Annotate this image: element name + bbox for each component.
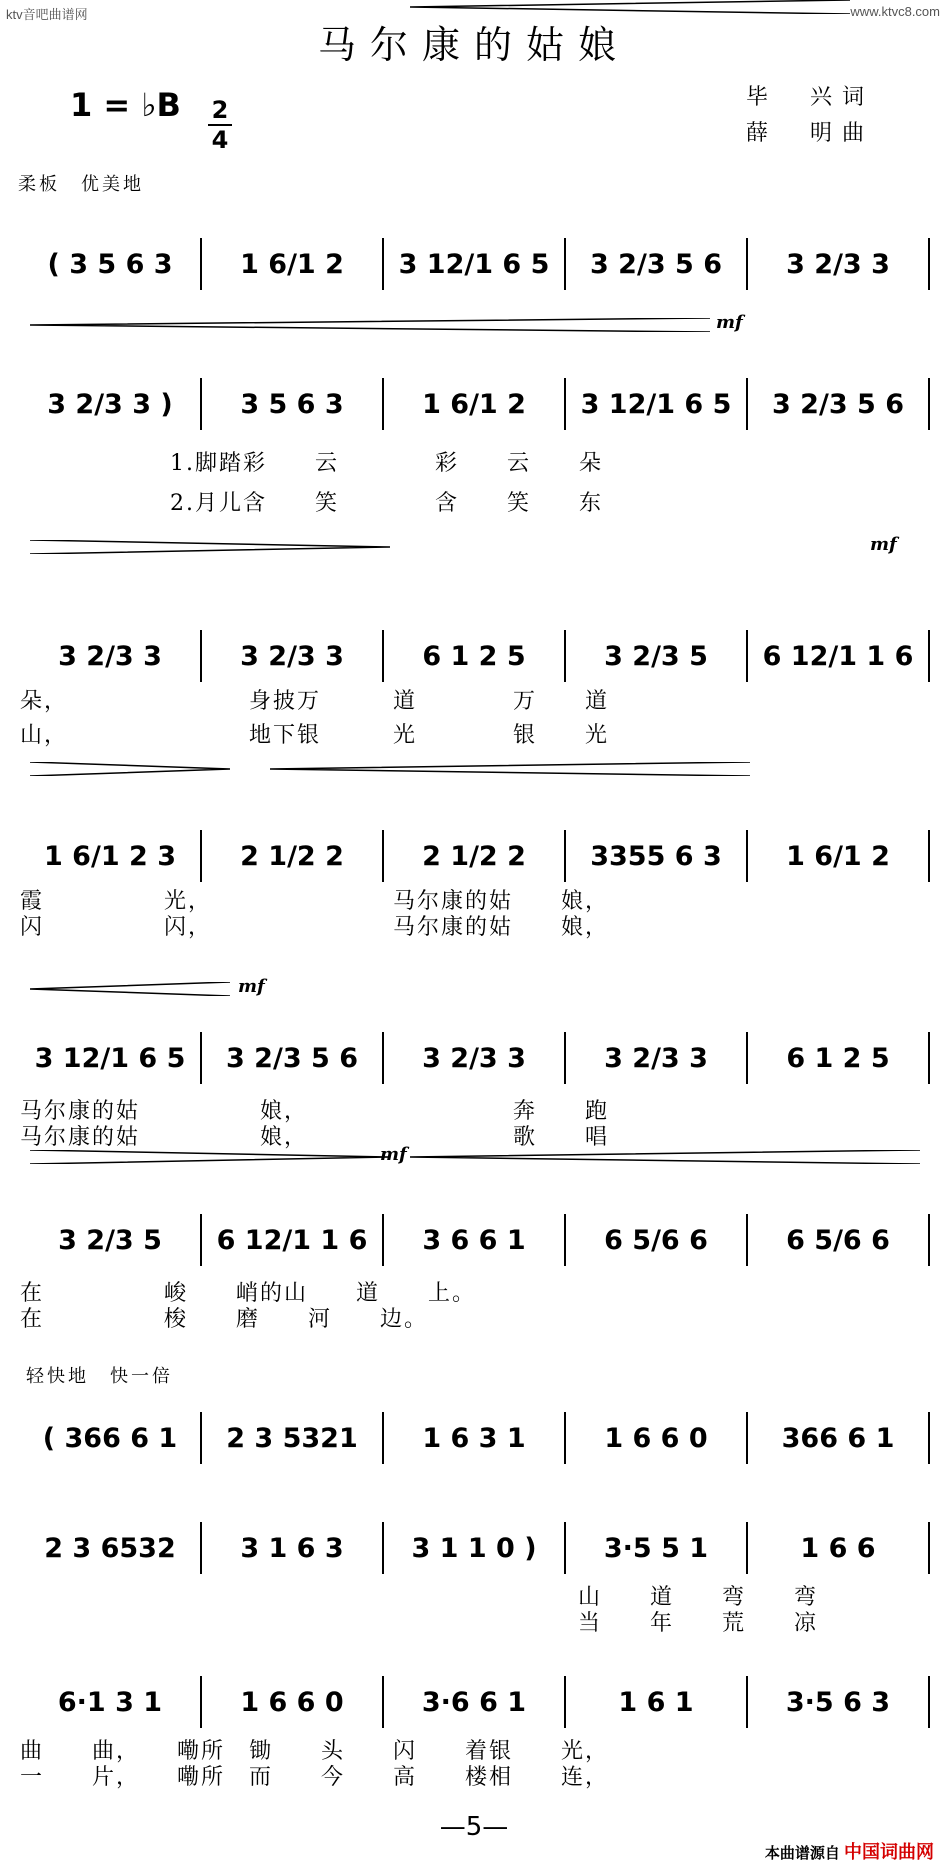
measure: 3 5 6 3 bbox=[202, 378, 384, 430]
measure: ( 366 6 1 bbox=[20, 1412, 202, 1464]
dynamic-mf: mf bbox=[870, 534, 897, 555]
lyric-line: 马尔康的姑 娘， 奔 跑 bbox=[20, 1099, 610, 1124]
notation-system-5 bbox=[20, 1032, 930, 1084]
measure: 1 6/1 2 3 bbox=[20, 830, 202, 882]
measure: 1 6/1 2 bbox=[202, 238, 384, 290]
measure: 3·5 5 1 bbox=[566, 1522, 748, 1574]
page-number: —5— bbox=[439, 1812, 509, 1842]
crescendo-hairpin bbox=[410, 1150, 920, 1164]
notation-system-4 bbox=[20, 830, 930, 882]
crescendo-hairpin bbox=[30, 982, 230, 996]
measure: 3 2/3 3 bbox=[566, 1032, 748, 1084]
measure: 3 2/3 3 ) bbox=[20, 378, 202, 430]
measure: 2 3 5321 bbox=[202, 1412, 384, 1464]
measure: 3 2/3 3 bbox=[384, 1032, 566, 1084]
measure: 6 12/1 1 6 bbox=[748, 630, 930, 682]
crescendo-hairpin bbox=[410, 0, 850, 14]
measure-row bbox=[20, 378, 930, 430]
notation-system-3 bbox=[20, 630, 930, 682]
measure: 3 12/1 6 5 bbox=[384, 238, 566, 290]
measure: 2 1/2 2 bbox=[384, 830, 566, 882]
measure: 1 6/1 2 bbox=[748, 830, 930, 882]
measure-row bbox=[20, 1032, 930, 1084]
measure: 3 2/3 5 bbox=[20, 1214, 202, 1266]
measure: 3 2/3 3 bbox=[20, 630, 202, 682]
lyric-line: 当 年 荒 凉 bbox=[578, 1611, 819, 1636]
dynamic-mf: mf bbox=[238, 976, 265, 997]
notation-system-1 bbox=[20, 238, 930, 290]
measure: 366 6 1 bbox=[748, 1412, 930, 1464]
measure: 3·6 6 1 bbox=[384, 1676, 566, 1728]
measure: 1 6 6 0 bbox=[566, 1412, 748, 1464]
dynamic-mf: mf bbox=[716, 312, 743, 333]
measure-row bbox=[20, 1522, 930, 1574]
lyric-line: 山， 地下银 光 银 光 bbox=[20, 723, 610, 748]
decrescendo-hairpin bbox=[30, 540, 390, 554]
lyric-line: 朵， 身披万 道 万 道 bbox=[20, 689, 610, 714]
lyric-line: 闪 闪， 马尔康的姑 娘， bbox=[20, 915, 610, 940]
watermark-right: www.ktvc8.com bbox=[850, 4, 940, 19]
measure: 3 2/3 5 6 bbox=[566, 238, 748, 290]
measure-row bbox=[20, 1412, 930, 1464]
crescendo-hairpin bbox=[270, 762, 750, 776]
source-credit bbox=[765, 1838, 934, 1864]
decrescendo-hairpin bbox=[30, 1150, 390, 1164]
notation-system-2 bbox=[20, 378, 930, 430]
measure: 3 2/3 3 bbox=[748, 238, 930, 290]
measure: 1 6/1 2 bbox=[384, 378, 566, 430]
tempo-marking-1: 柔板 优美地 bbox=[18, 174, 144, 195]
lyric-line: 1.脚踏彩 云 彩 云 朵 bbox=[170, 451, 603, 476]
watermark-left: ktv音吧曲谱网 bbox=[6, 7, 88, 22]
measure: 3 6 6 1 bbox=[384, 1214, 566, 1266]
time-signature bbox=[208, 98, 232, 152]
notation-system-6 bbox=[20, 1214, 930, 1266]
composer-credit: 薛 明曲 bbox=[746, 121, 875, 146]
source-label: 本曲谱源自 bbox=[764, 1845, 840, 1862]
measure-row bbox=[20, 630, 930, 682]
measure: 3 1 6 3 bbox=[202, 1522, 384, 1574]
measure: 3·5 6 3 bbox=[748, 1676, 930, 1728]
lyric-line: 马尔康的姑 娘， 歌 唱 bbox=[20, 1125, 610, 1150]
measure: 3355 6 3 bbox=[566, 830, 748, 882]
measure: 6 5/6 6 bbox=[748, 1214, 930, 1266]
notation-system-8 bbox=[20, 1522, 930, 1574]
measure: 3 12/1 6 5 bbox=[566, 378, 748, 430]
measure: 1 6 6 bbox=[748, 1522, 930, 1574]
lyric-line: 山 道 弯 弯 bbox=[578, 1585, 819, 1610]
measure: 6 1 2 5 bbox=[748, 1032, 930, 1084]
dynamic-mf: mf bbox=[380, 1144, 407, 1165]
measure-row bbox=[20, 830, 930, 882]
lyric-line: 曲 曲， 嘞所 锄 头 闪 着银 光， bbox=[20, 1739, 610, 1764]
key-signature: 1 = ♭B bbox=[70, 86, 181, 124]
measure-row bbox=[20, 238, 930, 290]
measure: 2 3 6532 bbox=[20, 1522, 202, 1574]
lyric-line: 在 峻 峭的山 道 上。 bbox=[20, 1281, 477, 1306]
measure: 1 6 3 1 bbox=[384, 1412, 566, 1464]
lyric-line: 霞 光， 马尔康的姑 娘， bbox=[20, 889, 610, 914]
measure: ( 3 5 6 3 bbox=[20, 238, 202, 290]
song-title: 马尔康的姑娘 bbox=[317, 23, 630, 67]
measure: 6·1 3 1 bbox=[20, 1676, 202, 1728]
time-signature-bottom: 4 bbox=[211, 126, 229, 154]
measure: 3 2/3 5 6 bbox=[748, 378, 930, 430]
measure: 6 1 2 5 bbox=[384, 630, 566, 682]
measure: 6 12/1 1 6 bbox=[202, 1214, 384, 1266]
measure: 3 12/1 6 5 bbox=[20, 1032, 202, 1084]
measure-row bbox=[20, 1214, 930, 1266]
measure: 3 2/3 5 bbox=[566, 630, 748, 682]
lyric-line: 2.月儿含 笑 含 笑 东 bbox=[170, 491, 603, 516]
notation-system-9 bbox=[20, 1676, 930, 1728]
measure-row bbox=[20, 1676, 930, 1728]
lyric-line: 一 片， 嘞所 而 今 高 楼相 连， bbox=[20, 1765, 610, 1790]
measure: 6 5/6 6 bbox=[566, 1214, 748, 1266]
measure: 2 1/2 2 bbox=[202, 830, 384, 882]
notation-system-7 bbox=[20, 1412, 930, 1464]
measure: 3 1 1 0 ) bbox=[384, 1522, 566, 1574]
measure: 1 6 6 0 bbox=[202, 1676, 384, 1728]
lyricist-credit: 毕 兴词 bbox=[746, 85, 875, 110]
source-site-link[interactable]: 中国词曲网 bbox=[844, 1842, 934, 1862]
time-signature-top: 2 bbox=[211, 96, 229, 124]
crescendo-hairpin bbox=[30, 318, 710, 332]
decrescendo-hairpin bbox=[30, 762, 230, 776]
lyric-line: 在 梭 磨 河 边。 bbox=[20, 1307, 429, 1332]
tempo-marking-2: 轻快地 快一倍 bbox=[26, 1366, 173, 1387]
measure: 1 6 1 bbox=[566, 1676, 748, 1728]
measure: 3 2/3 3 bbox=[202, 630, 384, 682]
measure: 3 2/3 5 6 bbox=[202, 1032, 384, 1084]
